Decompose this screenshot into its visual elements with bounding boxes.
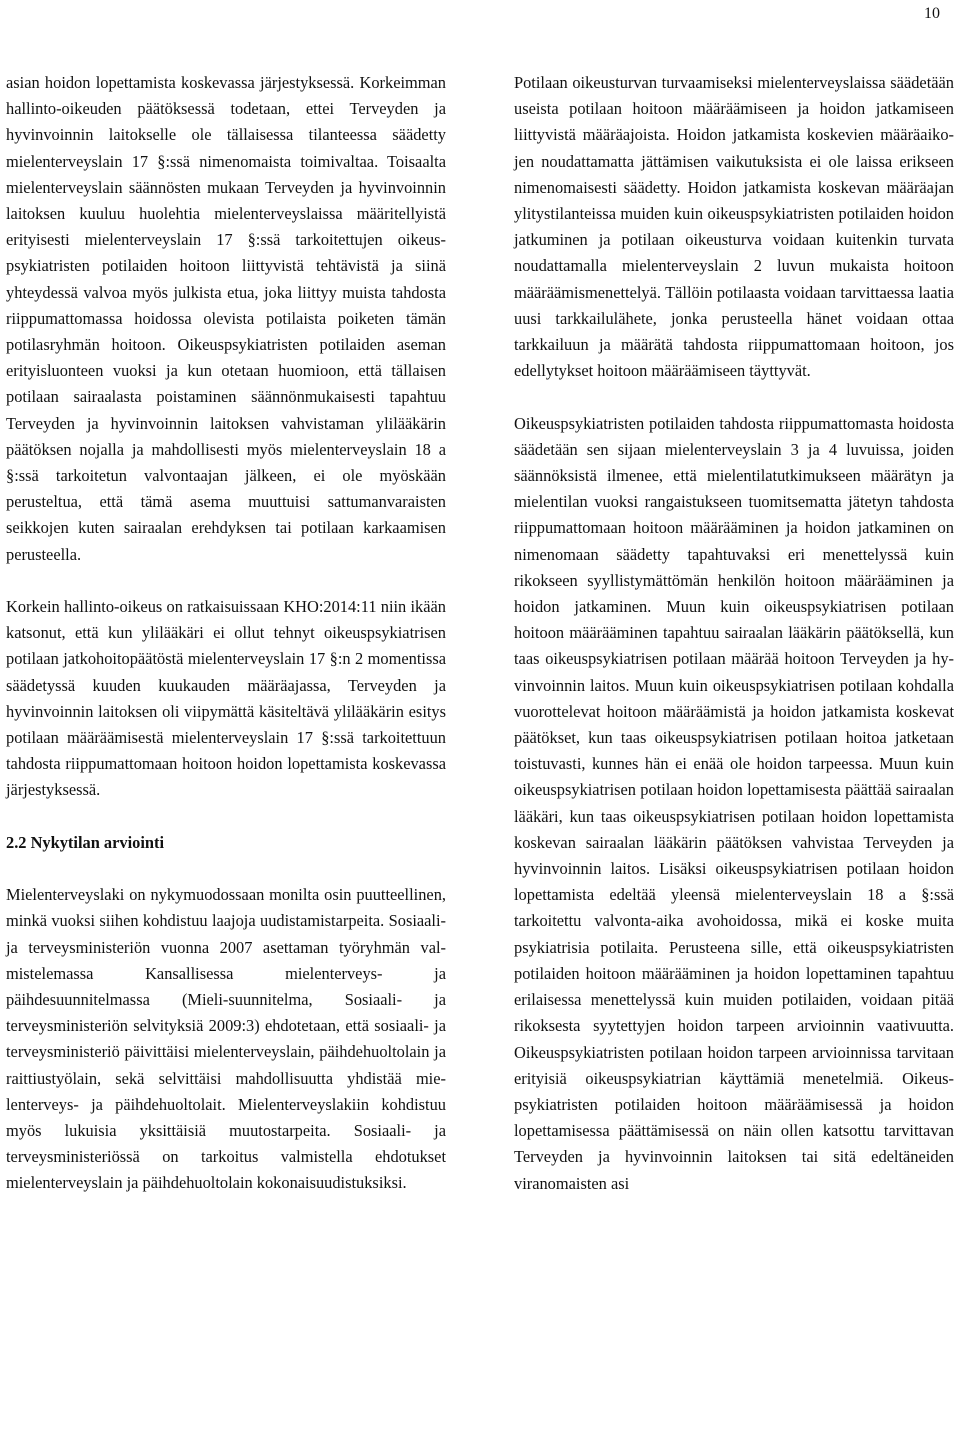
right-paragraph-1: Potilaan oikeusturvan turvaamiseksi mielenterveyslaissa säädetään useista potilaan hoitoon määräämiseen ja hoidon jatkamiseen liittyvistä määräajoista. Hoidon jatkamista koskevien määräaikojen noudattamatta jättämisen vaikutuksista ei ole laissa erikseen nimenomaisesti säädetty. Hoidon jatkamista koskevan määräajan ylitystilanteissa muiden kuin oikeuspsykiatristen potilaiden hoidon jatkuminen ja potilaan oikeusturva voidaan kuitenkin turvata noudattamalla mielenterveyslain 2 luvun mukaista hoitoon määräämismenettelyä. Tällöin potilaasta voidaan tarvittaessa laatia uusi tarkkailulähete, jonka perusteella hänet voidaan ottaa tarkkailuun ja määrätä tahdosta riippumattomaan hoitoon, jos edellytykset hoitoon määräämiseen täyttyvät. [514,73,954,381]
right-column [514,70,954,1197]
page-number: 10 [924,5,940,22]
right-paragraph-2: Oikeuspsykiatristen potilaiden tahdosta riippumattomasta hoidosta säädetään sen sijaan mielenterveyslain 3 ja 4 luvuissa, joiden säännöksistä ilmenee, että mielentilatutkimukseen määrätyn ja mielentilan vuoksi rangaistukseen tuomitsematta jätetyn tahdosta riippumattomaan hoitoon määrääminen ja hoidon jatkaminen on nimenomaan säädetty tapahtuvaksi eri menettelyssä kuin rikokseen syyllistymättömän henkilön hoitoon määrääminen ja hoidon jatkaminen. Muun kuin oikeuspsykiatrisen potilaan hoitoon määrääminen tapahtuu sairaalan lääkärin päätöksellä, kun taas oikeuspsykiatrisen potilaan määrää hoitoon Terveyden ja hyvinvoinnin laitos. Muun kuin oikeuspsykiatrisen potilaan kohdalla vuorottelevat hoitoon määräämistä ja hoidon jatkamista koskevat päätökset, kun taas oikeuspsykiatrisen potilaan hoitoa jatketaan toistuvasti, kunnes hän ei enää ole hoidon tarpeessa. Muun kuin oikeuspsykiatrisen potilaan hoidon lopettamisesta päättää sairaalan lääkäri, kun taas oikeuspsykiatrisen potilaan hoidon lopettamista koskevan sairaalan lääkärin päätöksen vahvistaa Terveyden ja hyvinvoinnin laitos. Lisäksi oikeuspsykiatrisen potilaan hoidon lopettamista edeltää yleensä mielenterveyslain 18 a §:ssä tarkoitettu valvonta-aika avohoidossa, mikä ei koske muita psykiatrisia potilaita. Perusteena sille, että oikeuspsykiatristen potilaiden hoitoon määrääminen ja hoidon lopettaminen tapahtuu erilaisessa menettelyssä kuin muiden potilaiden, voidaan pitää rikoksesta syytettyjen hoidon tarpeen arvioinnin vaativuutta. Oikeuspsykiatristen potilaan hoidon tarpeen arvioinnissa tarvitaan erityisiä oikeuspsykiatrian käyttämiä menetelmiä. Oikeuspsykiatristen potilaiden hoitoon määräämisessä ja hoidon lopettamisessa päättämisessä on näin ollen katsottu tarvittavan Terveyden ja hyvinvoinnin laitoksen tai sitä edeltäneiden viranomaisten asi [514,413,954,1193]
section-heading: 2.2 Nykytilan arviointi [6,832,164,852]
left-paragraph-3: Mielenterveyslaki on nykymuodossaan monilta osin puutteellinen, minkä vuoksi siihen kohdistuu laajoja uudistamistarpeita. Sosiaali- ja terveysministeriön vuonna 2007 asettaman työryhmän valmistelemassa Kansallisessa mielenterveys- ja päihdesuunnitelmassa (Mieli-suunnitelma, Sosiaali- ja terveysministeriön selvityksiä 2009:3) ehdotetaan, että sosiaali- ja terveysministeriö päivittäisi mielenterveyslain, päihdehuoltolain ja raittiustyölain, sekä selvittäisi mahdollisuutta yhdistää mielenterveys- ja päihdehuoltolait. Mielenterveyslakiin kohdistuu myös lukuisia yksittäisiä muutostarpeita. Sosiaali- ja terveysministeriössä on tarkoitus valmistella ehdotukset mielenterveyslain ja päihdehuoltolain kokonaisuudistuksiksi. [6,885,446,1193]
left-paragraph-2: Korkein hallinto-oikeus on ratkaisuissaan KHO:2014:11 niin ikään katsonut, että kun ylilääkäri ei ollut tehnyt oikeuspsykiatrisen potilaan jatkohoitopäätöstä mielenterveyslain 17 §:n 2 momentissa säädetyssä kuuden kuukauden määräajassa, Terveyden ja hyvinvoinnin laitoksen oli viipymättä käsiteltävä ylilääkärin esitys potilaan määräämisestä mielenterveyslain 17 §:ssä tarkoitettuun tahdosta riippumattomaan hoitoon hoidon lopettamista koskevassa järjestyksessä. [6,597,446,800]
left-column [6,70,446,1197]
left-paragraph-1: asian hoidon lopettamista koskevassa järjestyksessä. Korkeimman hallinto-oikeuden päätöksessä todetaan, ettei Terveyden ja hyvinvoinnin laitokselle ole tällaisessa tilanteessa säädetty mielenterveyslain 17 §:ssä nimenomaista toimivaltaa. Toisaalta mielenterveyslain säännösten mukaan Terveyden ja hyvinvoinnin laitoksen kuuluu huolehtia mielenterveyslaissa määritellyistä erityisesti mielenterveyslain 17 §:ssä tarkoitettujen oikeuspsykiatristen potilaiden hoitoon liittyvistä tehtävistä ja siinä yhteydessä valvoa myös julkista etua, joka liittyy muista tahdosta riippumattomassa hoidossa olevista potilaista poiketen tämän potilasryhmän hoitoon. Oikeuspsykiatristen potilaiden aseman erityisluonteen vuoksi ja kun otetaan huomioon, että tällaisen potilaan sairaalasta poistaminen säännönmukaisesti tapahtuu Terveyden ja hyvinvoinnin laitoksen vahvistaman ylilääkärin päätöksen nojalla ja mahdollisesti myös mielenterveyslain 18 a §:ssä tarkoitetun valvontaajan jälkeen, ei ole myöskään perusteltua, että tämä asema muuttuisi sattumanvaraisten seikkojen kuten sairaalan erehdyksen tai potilaan karkaamisen perusteella. [6,73,446,564]
